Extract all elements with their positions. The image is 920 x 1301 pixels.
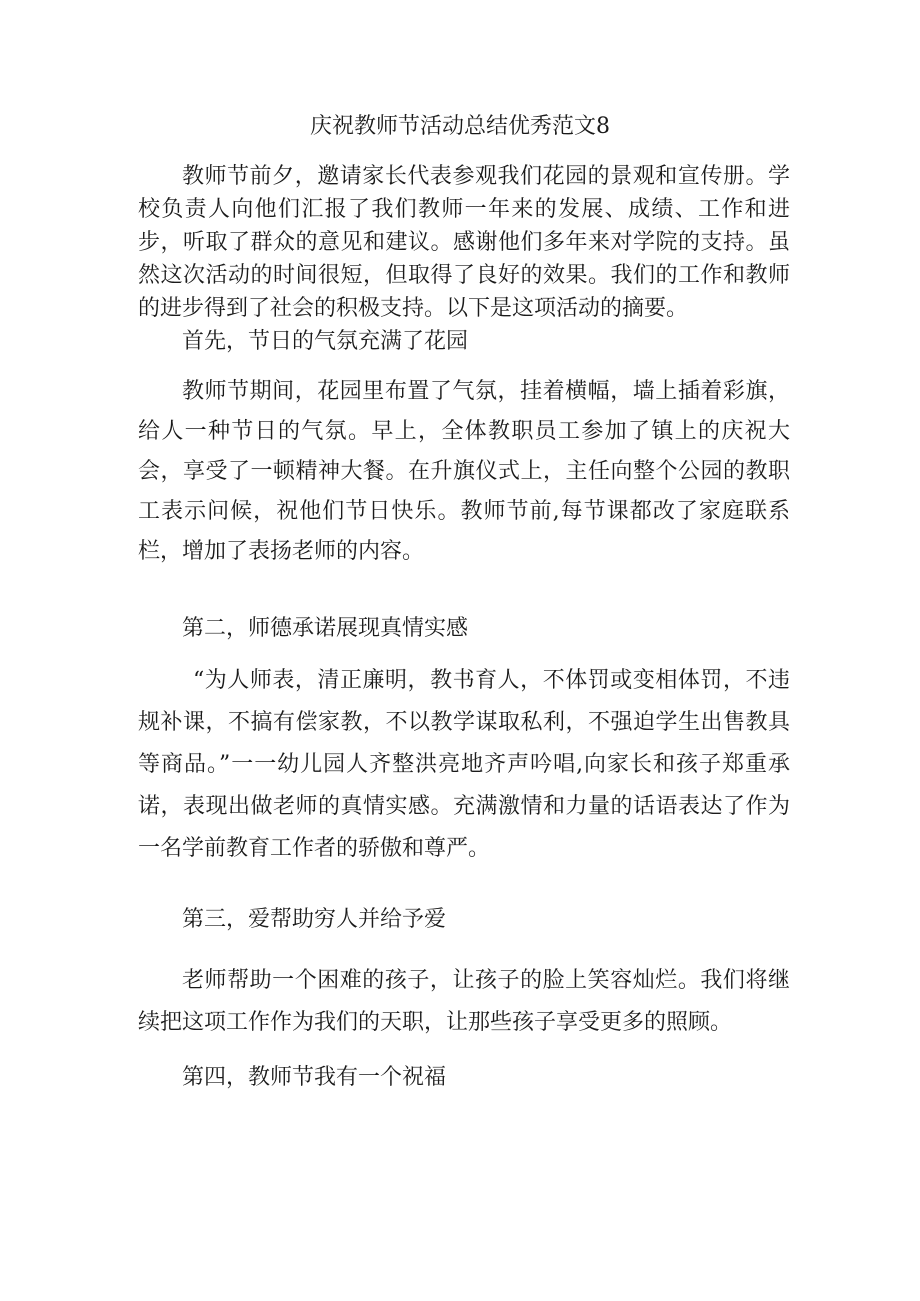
section-paragraph-1: 教师节期间，花园里布置了气氛，挂着横幅，墙上插着彩旗，给人一种节日的气氛。早上，全体教职员工参加了镇上的庆祝大会，享受了一顿精神大餐。在升旗仪式上，主任向整个公园的教职工表示问候，祝他们节日快乐。教师节前,每节课都改了家庭联系栏，增加了表扬老师的内容。 — [138, 379, 790, 564]
section-paragraph-3: 老师帮助一个困难的孩子，让孩子的脸上笑容灿烂。我们将继续把这项工作作为我们的天职，让那些孩子享受更多的照顾。 — [138, 968, 790, 1035]
page-title: 庆祝教师节活动总结优秀范文8 — [310, 114, 610, 139]
intro-paragraph: 教师节前夕，邀请家长代表参观我们花园的景观和宣传册。学校负责人向他们汇报了我们教师一年来的发展、成绩、工作和进步，听取了群众的意见和建议。感谢他们多年来对学院的支持。虽然这次活动的时间很短，但取得了良好的效果。我们的工作和教师的进步得到了社会的积极支持。以下是这项活动的摘要。 — [138, 164, 790, 321]
section-heading-4: 第四，教师节我有一个祝福 — [182, 1065, 447, 1090]
section-heading-1: 首先，节日的气氛充满了花园 — [182, 329, 469, 354]
section-heading-2: 第二，师德承诺展现真情实感 — [182, 616, 469, 641]
section-heading-3: 第三，爱帮助穷人并给予爱 — [182, 907, 447, 932]
section-paragraph-2: “为人师表，清正廉明，教书育人，不体罚或变相体罚，不违规补课，不搞有偿家教，不以教学谋取私利，不强迫学生出售教具等商品。”一一幼儿园人齐整洪亮地齐声吟唱,向家长和孩子郑重承诺，表现出做老师的真情实感。充满激情和力量的话语表达了作为一名学前教育工作者的骄傲和尊严。 — [138, 668, 790, 861]
